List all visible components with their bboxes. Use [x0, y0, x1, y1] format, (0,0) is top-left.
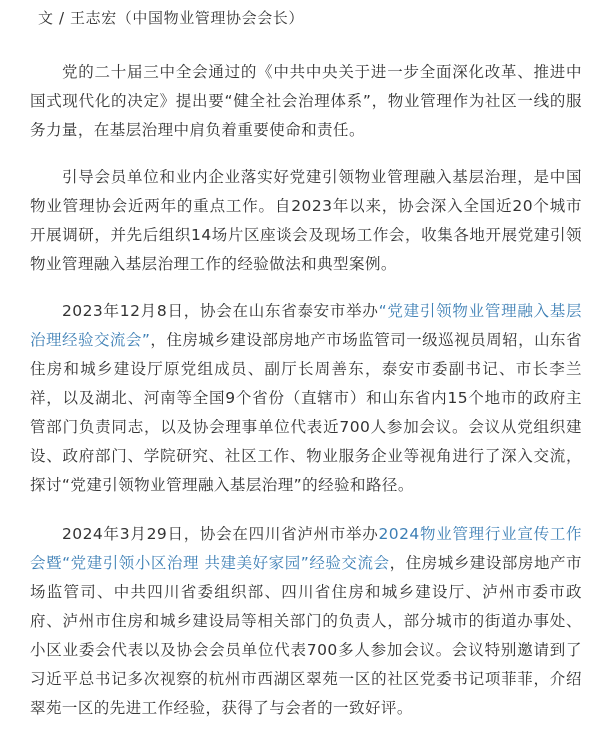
paragraph-taian-meeting: [30, 297, 582, 500]
paragraph-text: 引导会员单位和业内企业落实好党建引领物业管理融入基层治理，是中国物业管理协会近两年的重点工作。自2023年以来，协会深入全国近20个城市开展调研，并先后组织14场片区座谈会及现场工作会，收集各地开展党建引领物业管理融入基层治理工作的经验做法和典型案例。: [30, 168, 582, 273]
paragraph-intro: [30, 58, 582, 145]
author-byline: 文 / 王志宏（中国物业管理协会会长）: [38, 9, 304, 27]
paragraph-text: 2024年3月29日，协会在四川省泸州市举办: [62, 525, 379, 543]
paragraph-luzhou-meeting: [30, 520, 582, 723]
paragraph-text: ，住房城乡建设部房地产市场监管司一级巡视员周轺，山东省住房和城乡建设厅原党组成员、副厅长周善东，泰安市委副书记、市长李兰祥，以及湖北、河南等全国9个省份（直辖市）和山东省内15个地市的政府主管部门负责同志，以及协会理事单位代表近700人参加会议。会议从党组织建设、政府部门、学院研究、社区工作、物业服务企业等视角进行了深入交流，探讨“党建引领物业管理融入基层治理”的经验和路径。: [30, 331, 582, 494]
paragraph-text: ，住房城乡建设部房地产市场监管司、中共四川省委组织部、四川省住房和城乡建设厅、泸州市委市政府、泸州市住房和城乡建设局等相关部门的负责人，部分城市的街道办事处、小区业委会代表以及协会会员单位代表700多人参加会议。会议特别邀请到了习近平总书记多次视察的杭州市西湖区翠苑一区的社区党委书记项菲菲，介绍翠苑一区的先进工作经验，获得了与会者的一致好评。: [30, 554, 582, 717]
highlighted-event-title: 2024物业管理行业宣传工作会暨“党建引领小区治理 共建美好家园”经验交流会: [30, 525, 583, 572]
paragraph-text: 党的二十届三中全会通过的《中共中央关于进一步全面深化改革、推进中国式现代化的决定》提出要“健全社会治理体系”，物业管理作为社区一线的服务力量，在基层治理中肩负着重要使命和责任。: [30, 63, 582, 139]
paragraph-work-overview: [30, 163, 582, 279]
highlighted-event-title: “党建引领物业管理融入基层治理经验交流会”: [30, 302, 582, 349]
paragraph-text: 2023年12月8日，协会在山东省泰安市举办: [62, 302, 379, 320]
